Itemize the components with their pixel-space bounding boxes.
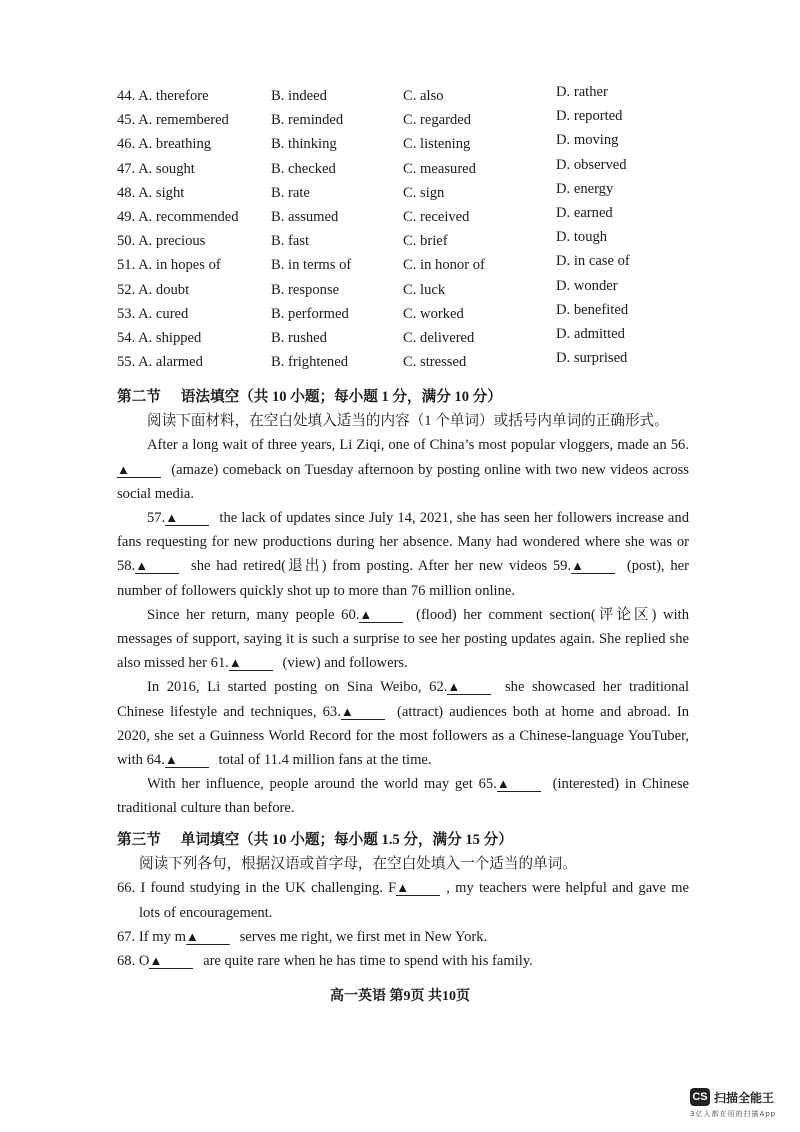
answer-blank[interactable]: ▲ [447, 680, 491, 695]
question-row [117, 108, 717, 136]
section-title [117, 828, 689, 852]
option-c: C. regarded [403, 112, 472, 129]
question-row [117, 204, 717, 233]
option-b: B. assumed [271, 208, 339, 225]
section-number: 第三节 [117, 832, 161, 848]
blank-number: 65. [478, 776, 497, 793]
multiple-choice-options [117, 84, 717, 378]
question-row [117, 301, 717, 330]
option-a: 49. A. recommended [117, 208, 239, 225]
text: 67. If my [117, 928, 175, 945]
text: 68. [117, 953, 139, 970]
question-row [117, 180, 717, 209]
option-c: C. received [403, 208, 470, 225]
option-d: D. tough [556, 229, 608, 246]
blank-number: m [174, 928, 186, 945]
option-a: 50. A. precious [117, 233, 206, 250]
text: are quite rare when he has time to spend with his family. [199, 953, 533, 970]
passage-paragraph [117, 876, 689, 924]
passage-paragraph [117, 772, 689, 820]
option-b: B. rushed [271, 329, 327, 346]
option-b: B. fast [271, 233, 310, 250]
blank-number: 63. [322, 703, 341, 720]
text: (view) and followers. [278, 655, 408, 672]
option-a: 45. A. remembered [117, 112, 229, 129]
blank-number: 61. [210, 655, 229, 672]
text: total of 11.4 million fans at the time. [214, 752, 432, 769]
passage-paragraph [117, 925, 689, 949]
page-footer: 高一英语 第9页 共10页 [330, 989, 470, 1004]
option-d: D. admitted [556, 325, 625, 342]
text: she showcased her traditional Chinese lifestyle and techniques, [117, 679, 689, 720]
option-d: D. reported [556, 108, 623, 125]
answer-blank[interactable]: ▲ [497, 777, 541, 792]
option-b: B. response [271, 281, 340, 298]
answer-blank[interactable]: ▲ [186, 930, 230, 945]
option-b: B. rate [271, 184, 310, 201]
section-instruction: 阅读下面材料，在空白处填入适当的内容（1 个单词）或括号内单词的正确形式。 [147, 413, 669, 430]
answer-blank[interactable]: ▲ [165, 511, 209, 526]
option-d: D. surprised [556, 350, 628, 367]
text: (attract) audiences both at home and abroad. In 2020, she set a Guinness World Record for the most followers as a Chinese-language YouTuber, with [117, 703, 689, 769]
answer-blank[interactable]: ▲ [117, 463, 161, 478]
answer-blank[interactable]: ▲ [165, 753, 209, 768]
option-d: D. benefited [556, 301, 629, 318]
blank-number: 62. [429, 679, 448, 696]
option-d: D. wonder [556, 277, 618, 294]
option-d: D. rather [556, 84, 608, 100]
option-c: C. sign [403, 184, 445, 201]
text: the lack of updates since July 14, 2021, she has seen her followers increase and fans requesting for new productions during her absence. Many had wondered where she was or [117, 510, 689, 551]
option-a: 44. A. therefore [117, 88, 209, 104]
blank-number: 57. [147, 510, 166, 527]
option-d: D. energy [556, 180, 614, 197]
answer-blank[interactable]: ▲ [571, 559, 615, 574]
blank-number: 60. [341, 606, 360, 623]
option-c: C. measured [403, 160, 476, 177]
blank-number: 59. [552, 558, 572, 575]
blank-number: 58. [117, 558, 136, 575]
blank-number: F [388, 880, 397, 897]
text: In 2016, Li started posting on Sina Weibo, [147, 679, 430, 696]
option-b: B. frightened [271, 354, 349, 371]
question-row [117, 350, 717, 378]
section-grammar-fill [117, 385, 689, 821]
text: serves me right, we first met in New York. [235, 928, 488, 945]
question-row [117, 84, 717, 112]
camscanner-watermark [690, 1088, 800, 1119]
option-c: C. delivered [403, 329, 475, 346]
text: After a long wait of three years, Li Ziqi, one of China’s most popular vloggers, made an [147, 437, 671, 454]
option-b: B. reminded [271, 112, 344, 129]
answer-blank[interactable]: ▲ [149, 954, 193, 969]
passage-paragraph [117, 603, 689, 676]
blank-number: O [138, 953, 150, 970]
answer-blank[interactable]: ▲ [396, 881, 440, 896]
option-c: C. in honor of [403, 257, 485, 274]
option-b: B. thinking [271, 136, 337, 153]
option-a: 53. A. cured [117, 305, 189, 322]
camscanner-logo-icon: CS [690, 1088, 710, 1106]
watermark-tagline: 3亿人都在用的扫描App [690, 1110, 777, 1118]
blank-number: 64. [146, 752, 165, 769]
text: she had retired(退出) from posting. After her new videos [185, 558, 553, 575]
question-row [117, 132, 717, 160]
section-title [117, 385, 689, 409]
text: 66. I found studying in the UK challenging. [117, 880, 389, 897]
option-a: 52. A. doubt [117, 281, 190, 298]
option-a: 48. A. sight [117, 184, 185, 201]
option-d: D. in case of [556, 253, 630, 270]
text: , my teachers were helpful and gave me lots of encouragement. [139, 880, 689, 921]
option-a: 55. A. alarmed [117, 354, 203, 371]
option-d: D. moving [556, 132, 619, 149]
option-b: B. in terms of [271, 257, 352, 274]
blank-number: 56. [670, 437, 689, 454]
option-a: 46. A. breathing [117, 136, 212, 153]
option-c: C. luck [403, 281, 446, 298]
option-b: B. indeed [271, 88, 327, 104]
text: Since her return, many people [147, 606, 342, 623]
answer-blank[interactable]: ▲ [359, 608, 403, 623]
option-c: C. also [403, 88, 444, 104]
section-instruction: 阅读下列各句，根据汉语或首字母，在空白处填入一个适当的单词。 [139, 856, 577, 873]
passage-paragraph [117, 433, 689, 506]
answer-blank[interactable]: ▲ [135, 559, 179, 574]
option-d: D. observed [556, 156, 627, 173]
section-heading: 语法填空（共 10 小题；每小题 1 分，满分 10 分） [180, 389, 502, 405]
section-number: 第二节 [117, 389, 161, 405]
passage-paragraph [117, 506, 689, 603]
option-a: 54. A. shipped [117, 329, 202, 346]
text: (amaze) comeback on Tuesday afternoon by posting online with two new videos across social media. [117, 461, 689, 502]
option-c: C. stressed [403, 354, 467, 371]
option-a: 47. A. sought [117, 160, 195, 177]
watermark-name: 扫描全能王 [714, 1090, 775, 1105]
option-b: B. performed [271, 305, 349, 322]
text: (post), her number of followers quickly shot up to more than 76 million online. [117, 558, 689, 599]
answer-blank[interactable]: ▲ [341, 705, 385, 720]
option-d: D. earned [556, 204, 613, 221]
question-row [117, 253, 717, 281]
passage-paragraph [117, 675, 689, 772]
section-heading: 单词填空（共 10 小题；每小题 1.5 分，满分 15 分） [180, 832, 513, 848]
option-c: C. brief [403, 233, 448, 250]
option-b: B. checked [271, 160, 336, 177]
text: (flood) her comment section(评论区) with messages of support, saying it is such a surprise to see her posting updates again. She replied she also missed her [117, 606, 689, 672]
option-c: C. listening [403, 136, 471, 153]
option-c: C. worked [403, 305, 464, 322]
question-row [117, 156, 717, 185]
section-word-fill [117, 828, 689, 973]
option-a: 51. A. in hopes of [117, 257, 221, 274]
passage-paragraph [117, 949, 689, 973]
answer-blank[interactable]: ▲ [229, 656, 273, 671]
text: With her influence, people around the world may get [147, 776, 479, 793]
text: (interested) in Chinese traditional culture than before. [117, 776, 690, 817]
